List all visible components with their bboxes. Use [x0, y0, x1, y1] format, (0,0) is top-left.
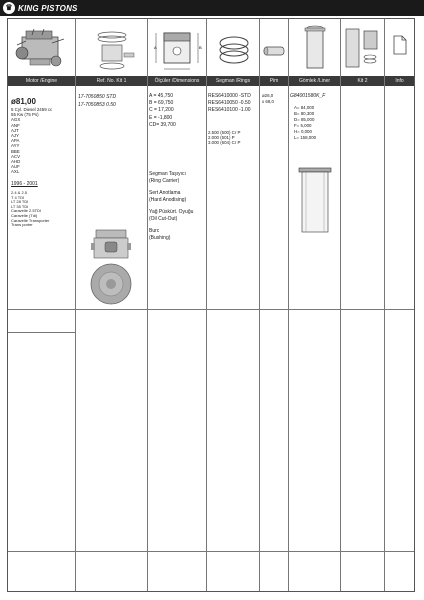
liner-code: G84001580K_F	[290, 93, 326, 99]
ring-size-line: 2.000 (501) P	[208, 135, 235, 140]
engine-illustration	[12, 25, 70, 71]
vehicle-line: LT 35 TDI	[11, 203, 29, 209]
vehicle-line: Trans porter	[11, 222, 33, 228]
document-icon[interactable]	[393, 35, 407, 55]
dimension-line: B = 69,750	[149, 100, 174, 107]
piston-dimensions	[149, 93, 176, 129]
liner-line: L= 158,000	[294, 135, 317, 140]
header-kit2: Kit 2	[341, 76, 384, 86]
vehicle-line: Caravelle 2.5TDI	[11, 208, 42, 214]
brand-logo	[3, 2, 78, 14]
engine-spec-line: BBE	[11, 148, 20, 154]
header-ref: Ref. No. Kit 1	[76, 76, 147, 86]
liner-line: D= 85,000	[294, 117, 315, 122]
engine-spec-line: AHD	[11, 159, 21, 165]
ref-numbers	[78, 93, 116, 109]
vehicle-line: 2.4 & 2.5	[11, 190, 28, 195]
ring-size-line: 2.500 (500) Cr P	[208, 130, 241, 135]
kit2-icon	[344, 27, 380, 71]
ring-sizes	[208, 130, 240, 145]
svg-text:A: A	[154, 45, 157, 50]
bore-size: ø81,00	[11, 97, 36, 106]
ref-number-line: 17-7050850 STD	[78, 94, 117, 100]
liner-line: A= 84,000	[294, 105, 315, 110]
feature-title: Yağ Püskürt. Oyuğu	[149, 209, 194, 215]
vehicle-line: LT 28 TDI	[11, 199, 29, 205]
svg-text:B: B	[199, 45, 202, 50]
piston-dimensions-icon	[152, 25, 204, 73]
liner-line: H= 0,000	[294, 129, 312, 134]
feature-title: Segman Taşıyıcı	[149, 171, 186, 177]
feature-subtitle: (Hard Anodising)	[149, 196, 187, 203]
header-info: Info	[385, 76, 414, 86]
cylinder-liner-icon	[304, 25, 326, 71]
dimension-line: CD= 39,700	[149, 121, 176, 128]
dimension-line: E = -1,800	[149, 114, 173, 121]
piston-kit-icon	[88, 29, 136, 71]
feature-title: Burc	[149, 228, 160, 234]
feature-title: Sert Anotlama	[149, 190, 181, 196]
engine-spec-line: AXL	[11, 169, 20, 175]
liner-drawing	[298, 167, 332, 235]
engine-spec-line: ANF	[11, 122, 20, 128]
vehicle-line: Caravelle Transporter	[11, 217, 50, 223]
feature-subtitle: (Oil Cut-Out)	[149, 215, 178, 222]
piston-pin-icon	[262, 41, 286, 61]
vehicle-line: T 4 TDI	[11, 194, 25, 200]
catalog-table	[7, 18, 415, 592]
piston-rings-icon	[216, 33, 252, 67]
top-bar	[0, 0, 424, 16]
header-segman: Segman /Rings	[207, 76, 259, 86]
dimension-line: A = 45,750	[149, 93, 174, 99]
crown-icon: ♛	[3, 2, 15, 14]
ref-number-line: 17-7050853 0.50	[78, 102, 116, 108]
ring-code-line: RES6410000 -STD	[208, 93, 251, 99]
engine-specs	[11, 107, 52, 175]
liner-dimensions	[294, 105, 316, 141]
feature-subtitle: (Bushing)	[149, 234, 171, 241]
engine-spec-line: AGX	[11, 117, 21, 123]
header-pim: Pim	[260, 76, 288, 86]
engine-years: 1996 - 2001	[11, 181, 38, 187]
piston-top-view	[88, 226, 134, 308]
pin-line: ø26,0	[262, 93, 274, 98]
brand-name: KING PISTONS	[18, 3, 78, 13]
feature-subtitle: (Ring Carrier)	[149, 177, 180, 184]
ring-code-line: RES6410050 -0.50	[208, 100, 251, 107]
header-olculer: Ölçüler /Dimensions	[148, 76, 206, 86]
piston-features	[149, 171, 193, 247]
pin-dimensions	[262, 93, 274, 104]
engine-spec-line: 5 Cyl. Diesel 2459 cc	[11, 107, 53, 112]
header-motor: Motor /Engine	[8, 76, 75, 86]
dimension-line: C = 17,200	[149, 107, 174, 114]
liner-line: B= 80,300	[294, 111, 315, 116]
engine-spec-line: 55 Kw (75 Ps)	[11, 112, 39, 118]
liner-line: F= 5,000	[294, 123, 312, 128]
engine-spec-line: AJY	[11, 133, 20, 139]
pin-line: x 68,0	[262, 98, 274, 104]
ring-codes	[208, 93, 251, 115]
engine-spec-line: AYY	[11, 143, 20, 149]
engine-spec-line: AUF	[11, 164, 20, 170]
vehicle-line: Caravelle (Tdi)	[11, 212, 38, 218]
header-gomlek: Gömlek /Liner	[289, 76, 340, 86]
engine-spec-line: AJT	[11, 127, 19, 133]
engine-spec-line: ACV	[11, 153, 21, 159]
vehicle-list	[11, 191, 49, 228]
engine-spec-line: APA	[11, 138, 20, 144]
ring-size-line: 3.000 (604) Cr P	[208, 140, 241, 145]
ring-code-line: RES6410100 -1.00	[208, 107, 251, 114]
